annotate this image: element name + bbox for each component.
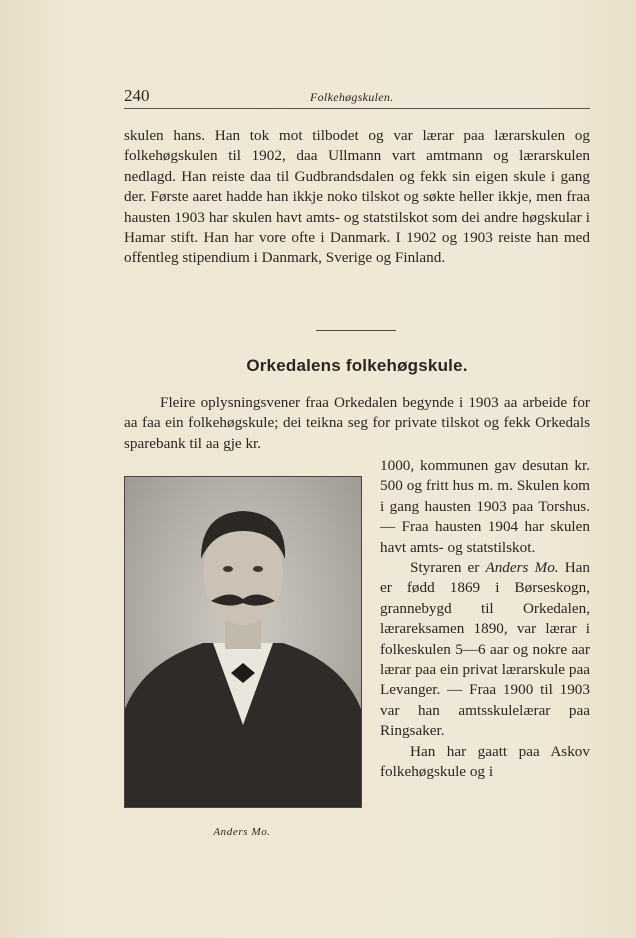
photo-caption: Anders Mo.: [213, 826, 271, 838]
intro-text: [124, 126, 590, 269]
column-paragraph-1: 1000, kommunen gav desutan kr. 500 og fritt hus m. m. Skulen kom i gang hausten 1903 paa Torshus. — Fraa hausten 1904 har skulen havt amts- og statstilskot.: [380, 457, 590, 556]
running-title: Folkehøgskulen.: [310, 90, 394, 104]
section-divider: [316, 330, 396, 331]
para2-lead: Styraren er: [410, 559, 486, 577]
column-paragraph-3: Han har gaatt paa Askov folkehøgskule og i: [380, 742, 590, 781]
section-paragraph: Fleire oplysningsvener fraa Orkedalen begynde i 1903 aa arbeide for aa faa ein folkehøgskule; dei teikna seg for private tilskot og fekk Orkedals sparebank til aa gje kr.: [124, 394, 590, 452]
section-heading: Orkedalens folkehøgskule.: [246, 356, 468, 375]
person-name: Anders Mo.: [485, 559, 559, 577]
section-full-text: [124, 393, 590, 454]
intro-paragraph: skulen hans. Han tok mot tilbodet og var lærar paa lærarskulen og folkehøgskulen til 1902, daa Ullmann vart amtmann og lærarskulen nedlagd. Han reiste daa til Gudbrandsdalen og fekk sin eigen skule i gang der. Første aaret hadde han ikkje noko tilskot og søkte heller ikkje, men fraa hausten 1903 har skulen havt amts- og statstilskot som dei andre høgskular i Hamar stift. Han har vore ofte i Danmark. I 1902 og 1903 reiste han med offentleg stipendium i Danmark, Sverige og Finland.: [124, 127, 590, 267]
portrait-man-icon: [125, 477, 361, 807]
page-number: 240: [124, 86, 150, 105]
right-column-text: [380, 456, 590, 783]
portrait-photo: [124, 476, 362, 808]
page-header: [124, 86, 590, 109]
column-paragraph-2: [380, 558, 590, 742]
para2-rest: Han er fødd 1869 i Børseskogn, grannebygd til Orkedalen, lærareksamen 1890, var lærar i folkeskulen 5—6 aar og nokre aar lærar paa ein privat lærarskule paa Levanger. — Fraa 1900 til 1903 var han amtsskulelærar paa Ringsaker.: [380, 559, 591, 740]
